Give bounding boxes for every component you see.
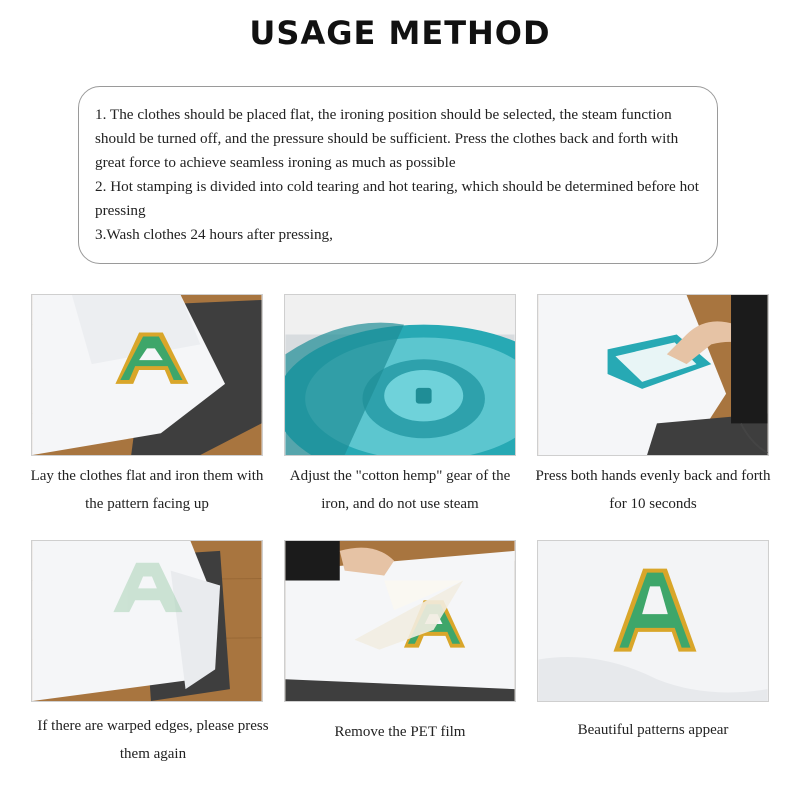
- step-2-illustration: [285, 295, 515, 455]
- page-title: USAGE METHOD: [249, 14, 551, 52]
- step-6-caption: Beautiful patterns appear: [577, 722, 729, 738]
- usage-note-1: 1. The clothes should be placed flat, the ironing position should be selected, the steam function should be turned off, and the pressure should be sufficient. Press the clothes back and forth with great force to achieve seamless ironing as much as possible: [95, 106, 679, 171]
- step-5-caption: Remove the PET film: [334, 724, 466, 740]
- usage-note-3: 3.Wash clothes 24 hours after pressing,: [95, 226, 333, 243]
- step-1-photo: [31, 294, 263, 456]
- step-1-caption: Lay the clothes flat and iron them with the pattern facing up: [30, 468, 264, 512]
- step-4-caption: If there are warped edges, please press them again: [37, 718, 269, 762]
- step-5-illustration: [285, 541, 515, 701]
- usage-notes-box: [78, 86, 718, 264]
- step-3-illustration: [538, 295, 768, 455]
- step-4-illustration: [32, 541, 262, 701]
- step-5-photo: [284, 540, 516, 702]
- step-6-photo: [537, 540, 769, 702]
- step-2-photo: [284, 294, 516, 456]
- step-1-illustration: [32, 295, 262, 455]
- step-4-photo: [31, 540, 263, 702]
- step-6-illustration: [538, 541, 768, 701]
- step-3-photo: [537, 294, 769, 456]
- step-3-caption: Press both hands evenly back and forth for 10 seconds: [535, 468, 771, 512]
- step-2-caption: Adjust the "cotton hemp" gear of the iron, and do not use steam: [289, 468, 511, 512]
- usage-note-2: 2. Hot stamping is divided into cold tearing and hot tearing, which should be determined before hot pressing: [95, 178, 699, 219]
